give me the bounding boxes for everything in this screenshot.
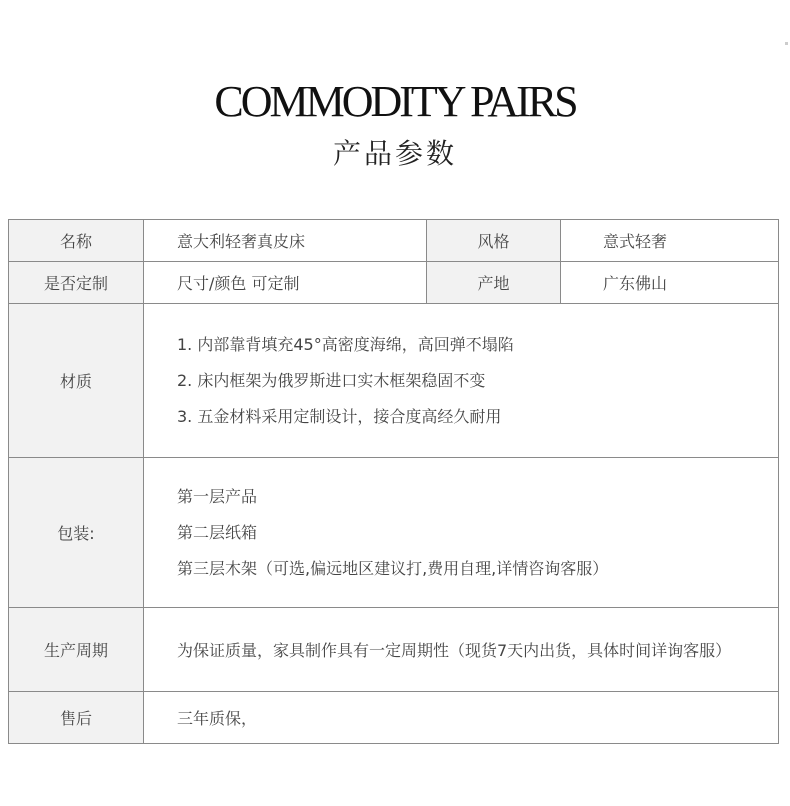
product-params-table xyxy=(8,219,779,744)
packaging-value xyxy=(144,458,779,608)
table-row xyxy=(9,458,779,608)
material-label: 材质 xyxy=(9,304,144,458)
name-value: 意大利轻奢真皮床 xyxy=(144,220,427,262)
page-title-cn: 产品参数 xyxy=(332,137,457,170)
material-line: 3. 五金材料采用定制设计，接合度高经久耐用 xyxy=(177,406,502,426)
material-line: 1. 内部靠背填充45°高密度海绵，高回弹不塌陷 xyxy=(177,334,514,354)
aftersale-label: 售后 xyxy=(9,692,144,744)
page-title-en: COMMODITY PAIRS xyxy=(214,77,576,126)
packaging-line: 第一层产品 xyxy=(177,486,258,506)
table-row xyxy=(9,304,779,458)
custom-label: 是否定制 xyxy=(9,262,144,304)
corner-mark xyxy=(785,42,788,45)
material-line: 2. 床内框架为俄罗斯进口实木框架稳固不变 xyxy=(177,370,486,390)
packaging-line: 第三层木架（可选,偏远地区建议打,费用自理,详情咨询客服） xyxy=(177,558,609,578)
packaging-label: 包装: xyxy=(9,458,144,608)
origin-value: 广东佛山 xyxy=(561,262,779,304)
name-label: 名称 xyxy=(9,220,144,262)
style-label: 风格 xyxy=(427,220,561,262)
cycle-value: 为保证质量，家具制作具有一定周期性（现货7天内出货，具体时间详询客服） xyxy=(144,608,779,692)
packaging-line: 第二层纸箱 xyxy=(177,522,258,542)
custom-value: 尺寸/颜色 可定制 xyxy=(144,262,427,304)
cycle-label: 生产周期 xyxy=(9,608,144,692)
table-row xyxy=(9,220,779,262)
table-row xyxy=(9,608,779,692)
origin-label: 产地 xyxy=(427,262,561,304)
material-value xyxy=(144,304,779,458)
table-row xyxy=(9,692,779,744)
table-row xyxy=(9,262,779,304)
aftersale-value: 三年质保， xyxy=(144,692,779,744)
style-value: 意式轻奢 xyxy=(561,220,779,262)
